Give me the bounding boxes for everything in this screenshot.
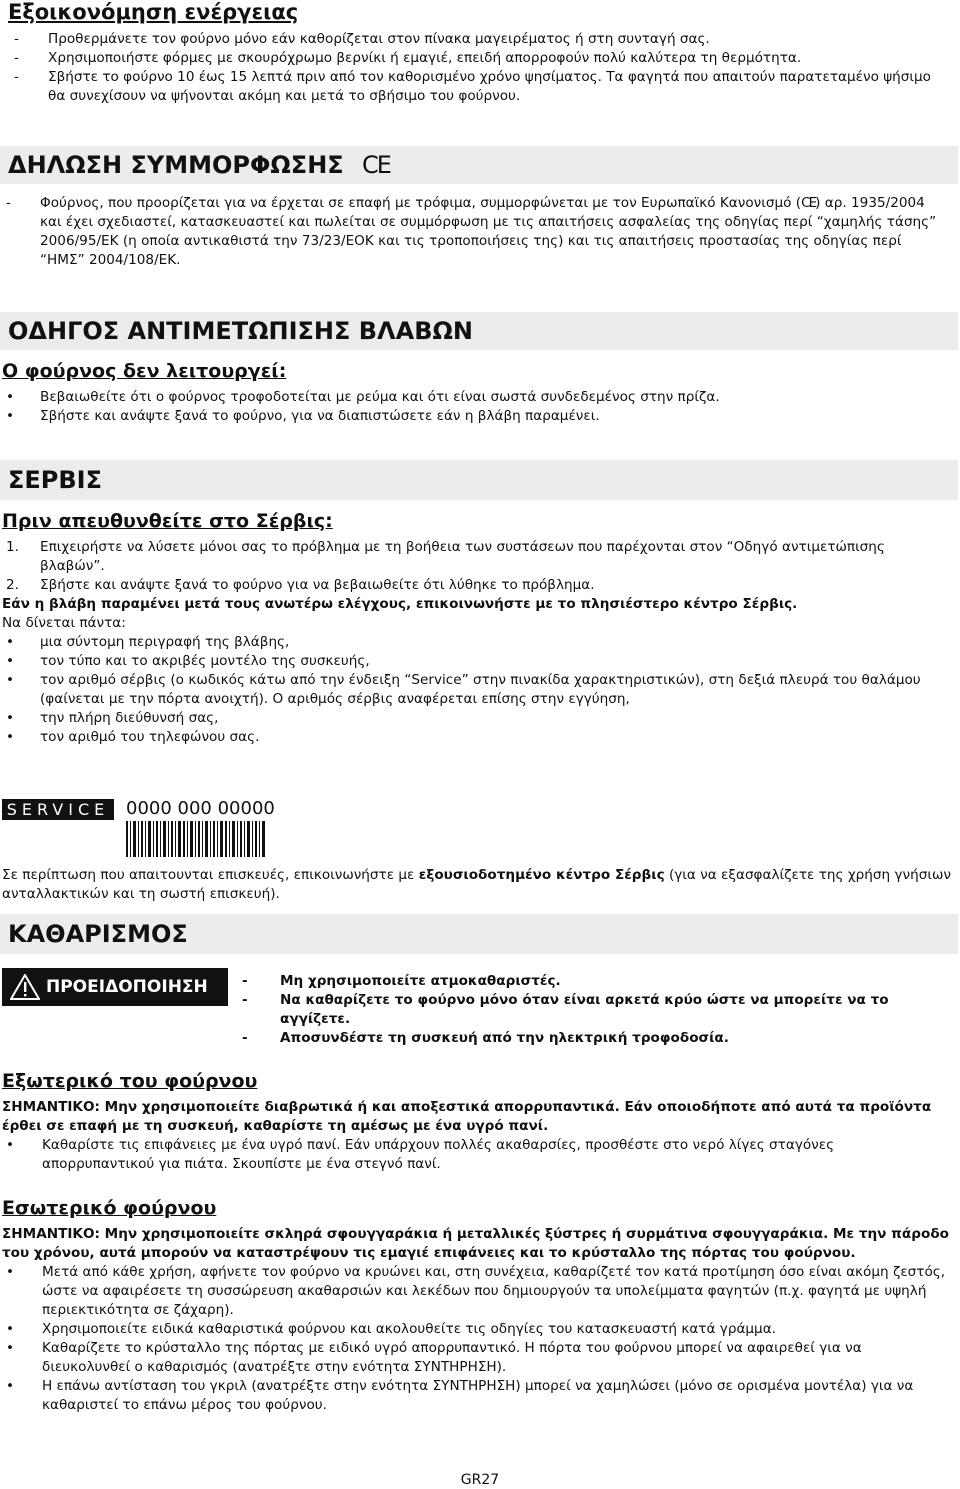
list-item: • Σβήστε και ανάψτε ξανά το φούρνο, για να διαπιστώσετε εάν η βλάβη παραμένει. <box>6 408 600 424</box>
energy-title: Εξοικονόμηση ενέργειας <box>8 0 299 24</box>
list-item: • Χρησιμοποιείτε ειδικά καθαριστικά φούρνου και ακολουθείτε τις οδηγίες του κατασκευαστή κατά γράμμα. <box>6 1321 776 1337</box>
list-item: 2. Σβήστε και ανάψτε ξανά το φούρνο για να βεβαιωθείτε ότι λύθηκε το πρόβλημα. <box>6 577 595 593</box>
conformity-title: ΔΗΛΩΣΗ ΣΥΜΜΟΡΦΩΣΗΣ <box>8 151 344 179</box>
list-item: - Χρησιμοποιήστε φόρμες με σκουρόχρωμο βερνίκι ή εμαγιέ, επειδή απορροφούν πολύ καλύτερα τη θερμότητα. <box>14 50 802 66</box>
barcode-icon <box>126 821 266 857</box>
service-label <box>2 799 302 861</box>
ce-mark-inline-icon: CE <box>801 195 816 211</box>
service-repair-text: Σε περίπτωση που απαιτουνται επισκευές, επικοινωνήστε με εξουσιοδοτημένο κέντρο Σέρβις (για να εξασφαλίζετε της χρήση γνήσιων ανταλλακτικών και τη σωστή επισκευή). <box>2 867 951 902</box>
conformity-header <box>0 146 958 184</box>
warning-label: ΠΡΟΕΙΔΟΠΟΙΗΣΗ <box>46 977 208 997</box>
service-title: ΣΕΡΒΙΣ <box>0 460 958 500</box>
interior-note: ΣΗΜΑΝΤΙΚΟ: Μην χρησιμοποιείτε σκληρά σφουγγαράκια ή μεταλλικές ξύστρες ή συρμάτινα σφουγγαράκια. Με την πάροδο του χρόνου, αυτά μπορούν να καταστρέψουν τις εμαγιέ επιφάνειες και το κρύσταλλο της πόρτας του φούρνου. <box>2 1226 950 1261</box>
service-label-number: 0000 000 00000 <box>126 798 275 819</box>
list-item: • μια σύντομη περιγραφή της βλάβης, <box>6 634 290 650</box>
list-item: - Σβήστε το φούρνο 10 έως 15 λεπτά πριν από τον καθορισμένο χρόνο ψησίματος. Τα φαγητά που απαιτούν παρατεταμένο ψήσιμο θα συνεχίσουν να ψήνονται ακόμη και μετά το σβήσιμο του φούρνου. <box>14 69 931 104</box>
list-item: • τον τύπο και το ακριβές μοντέλο της συσκευής, <box>6 653 370 669</box>
service-provide-label: Να δίνεται πάντα: <box>2 615 126 631</box>
service-label-word: SERVICE <box>2 799 114 820</box>
service-bold-note: Εάν η βλάβη παραμένει μετά τους ανωτέρω ελέγχους, επικοινωνήστε με το πλησιέστερο κέντρο Σέρβις. <box>2 596 798 612</box>
list-item: - Μη χρησιμοποιείτε ατμοκαθαριστές. <box>242 973 561 989</box>
warning-badge <box>2 968 228 1006</box>
exterior-note: ΣΗΜΑΝΤΙΚΟ: Μην χρησιμοποιείτε διαβρωτικά ή και αποξεστικά απορρυπαντικά. Εάν οποιοδήποτε από αυτά τα προϊόντα έρθει σε επαφή με τη συσκευή, καθαρίστε τη αμέσως με ένα υγρό πανί. <box>2 1099 932 1134</box>
list-item: • Βεβαιωθείτε ότι ο φούρνος τροφοδοτείται με ρεύμα και ότι είναι σωστά συνδεδεμένος στην πρίζα. <box>6 389 720 405</box>
warning-list <box>236 972 936 1048</box>
cleaning-title: ΚΑΘΑΡΙΣΜΟΣ <box>0 914 958 954</box>
list-item: - Να καθαρίζετε το φούρνο μόνο όταν είναι αρκετά κρύο ώστε να μπορείτε να το αγγίζετε. <box>242 992 889 1027</box>
list-item: • Καθαρίζετε το κρύσταλλο της πόρτας με ειδικό υγρό απορρυπαντικό. Η πόρτα του φούρνου μπορεί να αφαιρεθεί για να διευκολυνθεί ο καθαρισμός (ανατρέξτε στην ενότητα ΣΥΝΤΗΡΗΣΗ). <box>6 1340 862 1375</box>
list-item: • την πλήρη διεύθυνσή σας, <box>6 710 219 726</box>
interior-title: Εσωτερικό φούρνου <box>2 1197 217 1219</box>
interior-section <box>2 1197 954 1415</box>
list-item: - Φούρνος, που προορίζεται για να έρχεται σε επαφή με τρόφιμα, συμμορφώνεται με τον Ευρωπαϊκό Κανονισμό (CE) αρ. 1935/2004 και έχει σχεδιαστεί, κατασκευαστεί και πωλείται σε συμμόρφωση με τις απαιτήσεις ασφαλείας της οδηγίας περί “χαμηλής τάσης” 2006/95/ΕΚ (η οποία αντικαθιστά την 73/23/ΕΟΚ και τις τροποποιήσεις της) και τις απαιτήσεις προστασίας της οδηγίας περί “ΗΜΣ” 2004/108/ΕΚ. <box>6 195 937 268</box>
exterior-title: Εξωτερικό του φούρνου <box>2 1070 258 1092</box>
troubleshooting-subtitle: Ο φούρνος δεν λειτουργεί: <box>2 360 287 382</box>
page-number: GR27 <box>460 1472 500 1488</box>
list-item: - Αποσυνδέστε τη συσκευή από την ηλεκτρική τροφοδοσία. <box>242 1030 729 1046</box>
energy-section <box>8 0 952 106</box>
troubleshooting-title: ΟΔΗΓΟΣ ΑΝΤΙΜΕΤΩΠΙΣΗΣ ΒΛΑΒΩΝ <box>0 312 958 350</box>
list-item: • Καθαρίστε τις επιφάνειες με ένα υγρό πανί. Εάν υπάρχουν πολλές ακαθαρσίες, προσθέστε στο νερό λίγες σταγόνες απορρυπαντικού για πιάτα. Σκουπίστε με ένα στεγνό πανί. <box>6 1137 835 1172</box>
service-section <box>0 460 958 747</box>
ce-mark-icon: CE <box>362 151 390 179</box>
cleaning-section <box>0 914 958 954</box>
list-item: - Προθερμάνετε τον φούρνο μόνο εάν καθορίζεται στον πίνακα μαγειρέματος ή στη συνταγή σας. <box>14 31 710 47</box>
warning-triangle-icon <box>10 974 40 1000</box>
list-item: 1. Επιχειρήστε να λύσετε μόνοι σας το πρόβλημα με τη βοήθεια των συστάσεων που παρέχονται στον “Οδηγό αντιμετώπισης βλαβών”. <box>6 539 885 574</box>
exterior-section <box>2 1070 954 1174</box>
conformity-section <box>0 146 958 270</box>
list-item: • τον αριθμό του τηλεφώνου σας. <box>6 729 260 745</box>
service-subtitle: Πριν απευθυνθείτε στο Σέρβις: <box>2 510 333 532</box>
list-item: • Μετά από κάθε χρήση, αφήνετε τον φούρνο να κρυώνει και, στη συνέχεια, καθαρίζετέ τον κατά προτίμηση όσο είναι ακόμη ζεστός, ώστε να αφαιρέσετε τη συσσώρευση ακαθαρσιών και λεκέδων που δημιουργούν τα υπολείμματα φαγητών (π.χ. φαγητά με υψηλή περιεκτικότητα σε ζάχαρη). <box>6 1264 946 1318</box>
list-item: • Η επάνω αντίσταση του γκριλ (ανατρέξτε στην ενότητα ΣΥΝΤΗΡΗΣΗ) μπορεί να χαμηλώσει (μόνο σε ορισμένα μοντέλα) για να καθαριστεί το επάνω μέρος του φούρνου. <box>6 1378 914 1413</box>
troubleshooting-section <box>0 312 958 426</box>
list-item: • τον αριθμό σέρβις (ο κωδικός κάτω από την ένδειξη “Service” στην πινακίδα χαρακτηριστικών), στη δεξιά πλευρά του θαλάμου (φαίνεται με την πόρτα ανοιχτή). Ο αριθμός σέρβις αναφέρεται επίσης στην εγγύηση, <box>6 672 921 707</box>
